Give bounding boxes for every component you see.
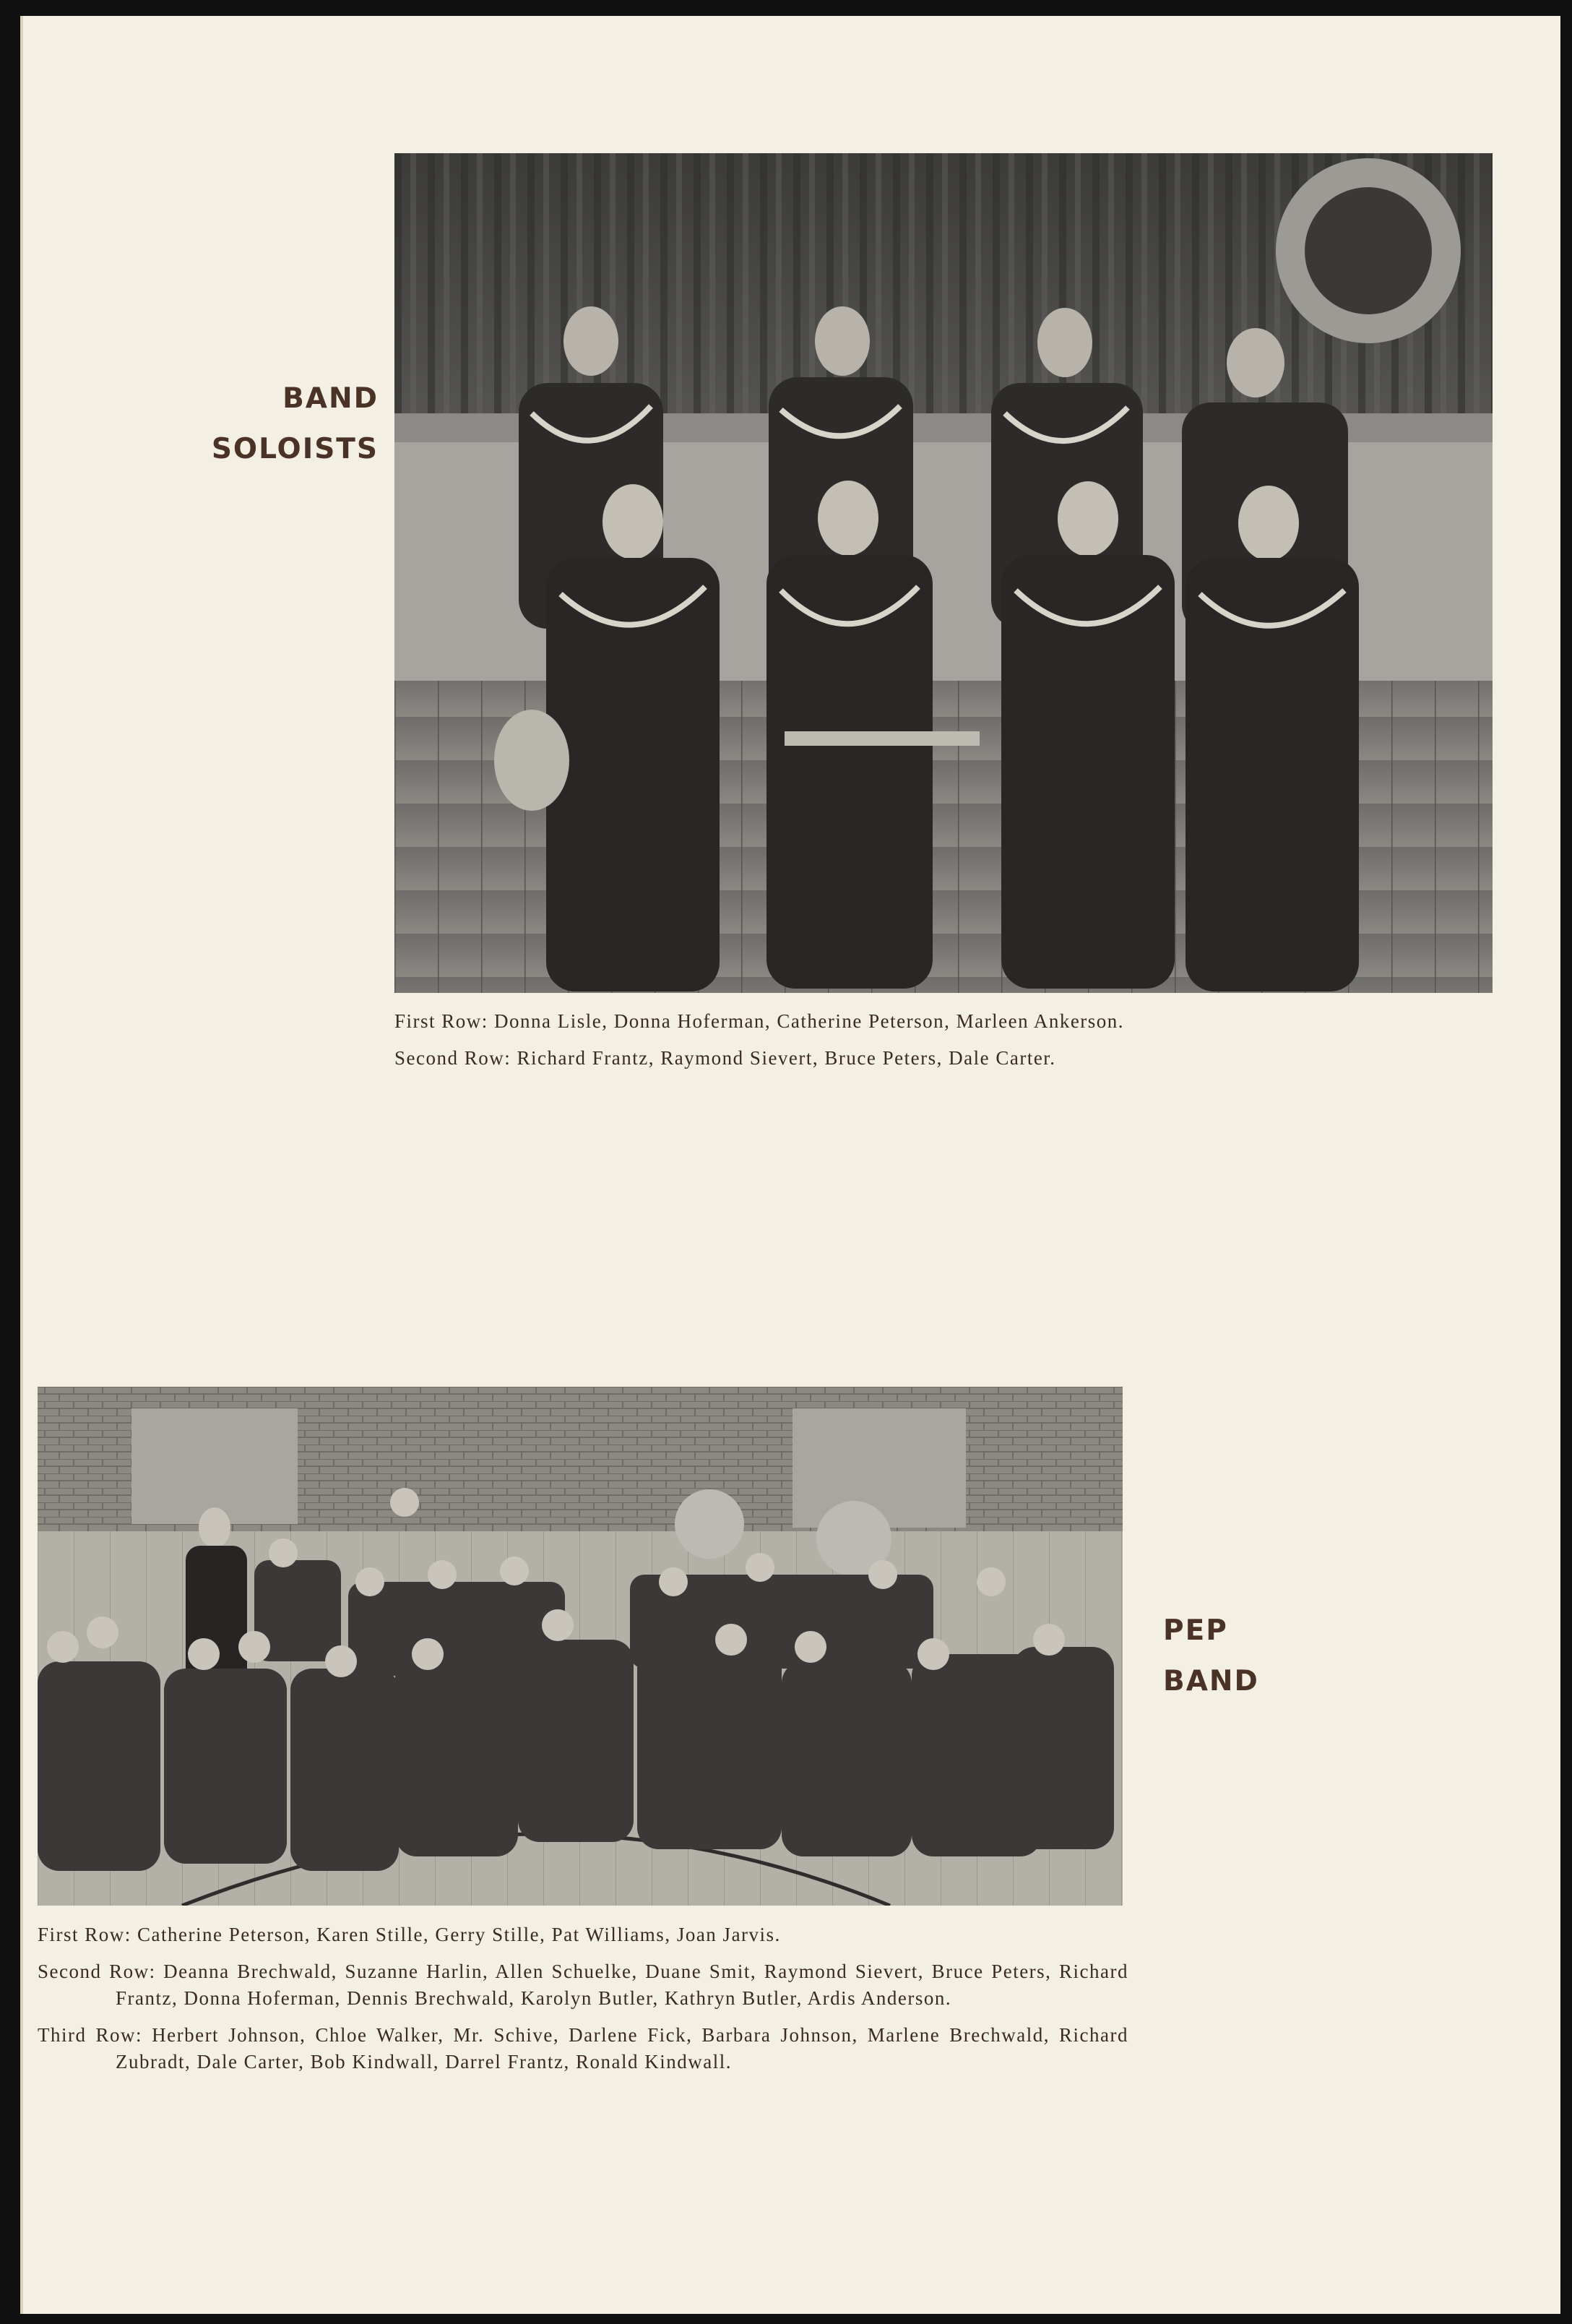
pep-band-photo [38, 1387, 1123, 1906]
caption-first-row: First Row: Donna Lisle, Donna Hoferman, Catherine Peterson, Marleen Ankerson. [394, 1010, 1125, 1032]
yearbook-page [20, 16, 1560, 2314]
caption-first-row: First Row: Catherine Peterson, Karen Stille, Gerry Stille, Pat Williams, Joan Jarvis. [38, 1924, 781, 1945]
heading-line: PEP [1163, 1614, 1228, 1647]
band-soloists-photo [394, 153, 1493, 993]
band-soloists-heading [212, 374, 379, 475]
band-soloists-caption [394, 1008, 1521, 1082]
heading-line: BAND [282, 382, 379, 415]
pep-band-heading [1163, 1606, 1259, 1707]
caption-second-row: Second Row: Deanna Brechwald, Suzanne Harlin, Allen Schuelke, Duane Smit, Raymond Sievert, Bruce Peters, Richard Frantz, Donna Hoferman, Dennis Brechwald, Karolyn Butler, Kathryn Butler, Ardis Anderson. [38, 1961, 1128, 2009]
caption-second-row: Second Row: Richard Frantz, Raymond Sievert, Bruce Peters, Dale Carter. [394, 1047, 1056, 1069]
caption-third-row: Third Row: Herbert Johnson, Chloe Walker, Mr. Schive, Darlene Fick, Barbara Johnson, Marlene Brechwald, Richard Zubradt, Dale Carter, Bob Kindwall, Darrel Frantz, Ronald Kindwall. [38, 2024, 1128, 2073]
pep-band-caption [38, 1921, 1128, 2086]
heading-line: BAND [1163, 1665, 1259, 1697]
heading-line: SOLOISTS [211, 433, 379, 465]
